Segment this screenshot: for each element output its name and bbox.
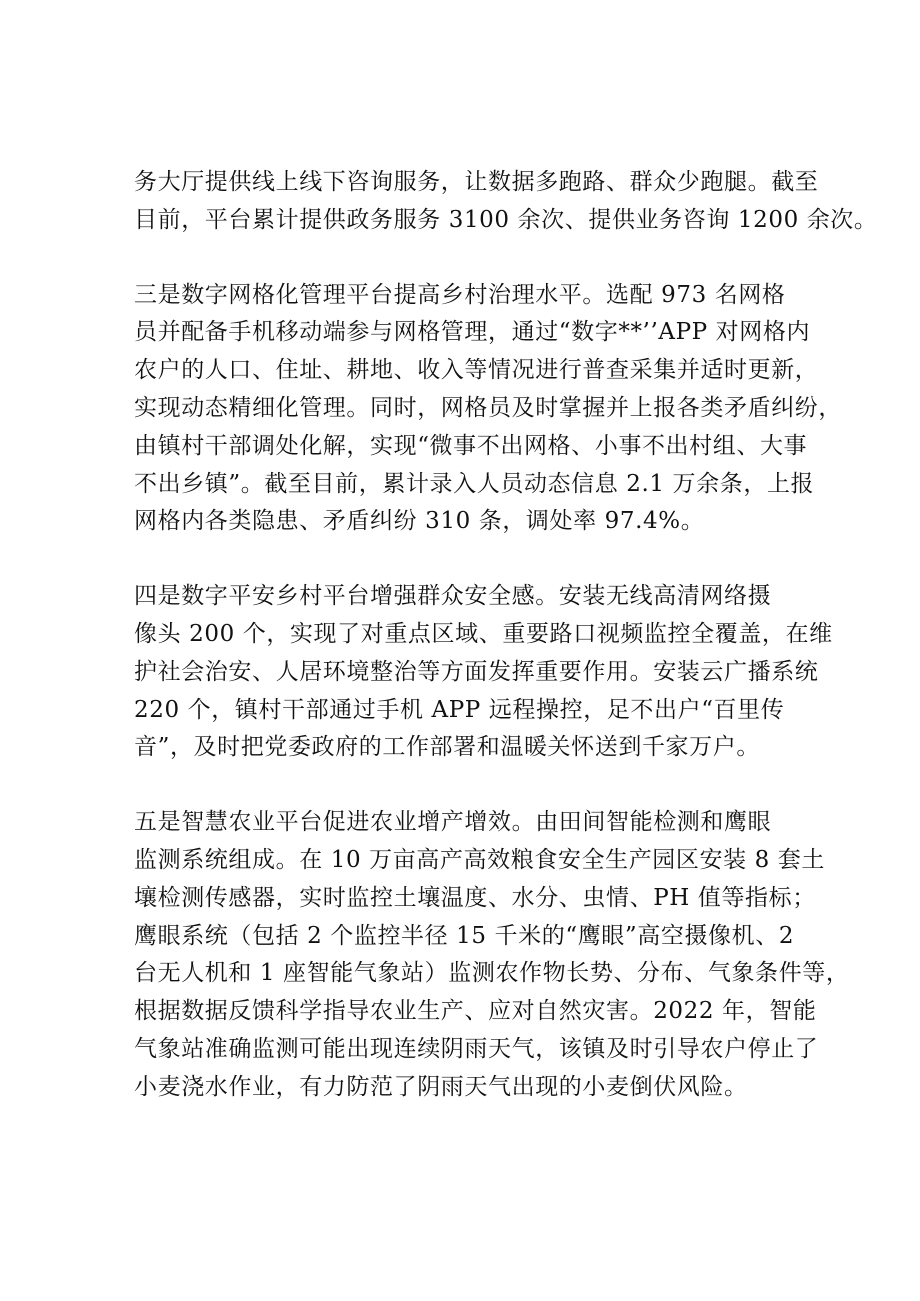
text-line: 三是数字网格化管理平台提高乡村治理水平。选配 973 名网格 (134, 281, 786, 308)
document-body (134, 164, 878, 1107)
paragraph-smart-agriculture (134, 804, 850, 1106)
text-line: 鹰眼系统（包括 2 个监控半径 15 千米的“鹰眼”高空摄像机、2 (134, 922, 795, 949)
text-line: 实现动态精细化管理。同时，网格员及时掌握并上报各类矛盾纠纷， (134, 394, 842, 421)
text-line: 农户的人口、住址、耕地、收入等情况进行普查采集并适时更新， (134, 357, 819, 384)
paragraph-grid-management (134, 277, 842, 542)
text-line: 员并配备手机移动端参与网格管理，通过“数字**’’APP 对网格内 (134, 319, 811, 346)
text-line: 监测系统组成。在 10 万亩高产高效粮食安全生产园区安装 8 套土 (134, 846, 825, 873)
text-line: 四是数字平安乡村平台增强群众安全感。安装无线高清网络摄 (134, 583, 772, 610)
text-line: 由镇村干部调处化解，实现“微事不出网格、小事不出村组、大事 (134, 432, 808, 459)
text-line: 务大厅提供线上线下咨询服务，让数据多跑路、群众少跑腿。截至 (134, 169, 819, 195)
text-line: 网格内各类隐患、矛盾纠纷 310 条，调处率 97.4%。 (134, 508, 705, 535)
text-line: 根据数据反馈科学指导农业生产、应对自然灾害。2022 年，智能 (134, 998, 817, 1025)
text-line: 不出乡镇”。截至目前，累计录入人员动态信息 2.1 万余条，上报 (134, 470, 815, 497)
text-line: 五是智慧农业平台促进农业增产增效。由田间智能检测和鹰眼 (134, 809, 772, 836)
paragraph-safe-village (134, 578, 833, 767)
text-line: 音”，及时把党委政府的工作部署和温暖关怀送到千家万户。 (134, 734, 760, 761)
text-line: 像头 200 个，实现了对重点区域、重要路口视频监控全覆盖，在维 (134, 620, 833, 647)
text-line: 目前，平台累计提供政务服务 3100 余次、提供业务咨询 1200 余次。 (134, 206, 878, 233)
text-line: 壤检测传感器，实时监控土壤温度、水分、虫情、PH 值等指标； (134, 884, 816, 911)
text-line: 气象站准确监测可能出现连续阴雨天气，该镇及时引导农户停止了 (134, 1035, 819, 1062)
text-line: 220 个，镇村干部通过手机 APP 远程操控，足不出户“百里传 (134, 696, 785, 723)
text-line: 小麦浇水作业，有力防范了阴雨天气出现的小麦倒伏风险。 (134, 1073, 748, 1100)
paragraph-service-hall (134, 164, 878, 240)
text-line: 台无人机和 1 座智能气象站）监测农作物长势、分布、气象条件等， (134, 960, 850, 987)
text-line: 护社会治安、人居环境整治等方面发挥重要作用。安装云广播系统 (134, 658, 819, 685)
